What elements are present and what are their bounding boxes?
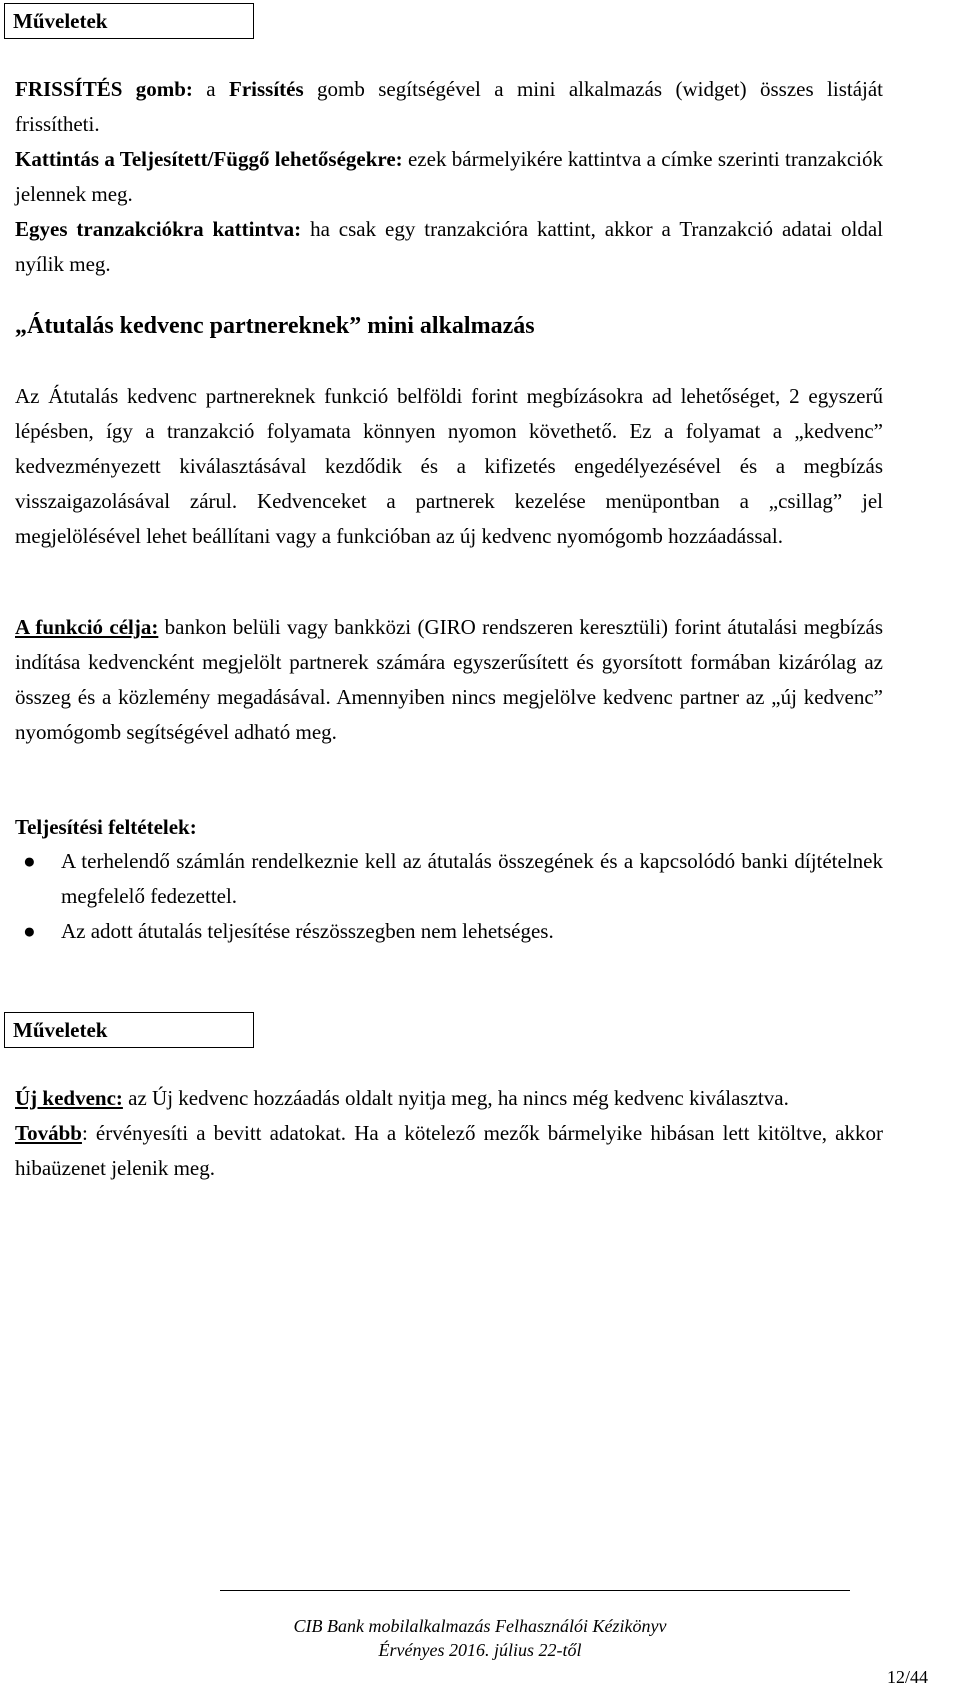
section-heading-label: Műveletek xyxy=(13,1018,108,1042)
bullet-icon: ● xyxy=(23,919,36,943)
widget-section-title: „Átutalás kedvenc partnereknek” mini alkalmazás xyxy=(15,313,535,339)
operation-item-next: Tovább: érvényesíti a bevitt adatokat. Ha a kötelező mezők bármelyike hibásan lett kitöltve, akkor hibaüzenet jelenik meg. xyxy=(15,1121,883,1180)
footer-divider xyxy=(220,1590,850,1591)
page-number: 12/44 xyxy=(886,1667,928,1687)
footer-title: CIB Bank mobilalkalmazás Felhasználói Kézikönyv xyxy=(293,1616,667,1636)
operations-list-1 xyxy=(15,72,883,282)
widget-intro-paragraph: Az Átutalás kedvenc partnereknek funkció belföldi forint megbízásokra ad lehetőséget, 2 egyszerű lépésben, így a tranzakció folyamata könnyen nyomon követhető. Ez a folyamat a „kedvenc” kedvezményezett kiválasztásával kezdődik és a kifizetés engedélyezésével és a megbízás visszaigazolásával zárul. Kedvenceket a partnerek kezelése menüpontban a „csillag” jel megjelölésével lehet beállítani vagy a funkcióban az új kedvenc nyomógomb hozzáadással. xyxy=(15,384,883,548)
conditions-heading: Teljesítési feltételek: xyxy=(15,815,197,839)
bullet-icon: ● xyxy=(23,849,36,873)
operation-item-status-filter: Kattintás a Teljesített/Függő lehetőségekre: ezek bármelyikére kattintva a címke szerinti tranzakciók jelennek meg. xyxy=(15,147,883,206)
operation-term: Új kedvenc: xyxy=(15,1086,123,1110)
section-heading-label: Műveletek xyxy=(13,9,108,33)
list-item: ● A terhelendő számlán rendelkeznie kell az átutalás összegének és a kapcsolódó banki díjtételnek megfelelő fedezettel. xyxy=(15,844,883,914)
conditions-list xyxy=(15,844,883,949)
list-item: ● Az adott átutalás teljesítése részösszegben nem lehetséges. xyxy=(15,914,883,949)
operation-term: Kattintás a Teljesített/Függő lehetőségekre: xyxy=(15,147,403,171)
operation-term: FRISSÍTÉS gomb: xyxy=(15,77,193,101)
section-heading-muveletek-2 xyxy=(4,1012,254,1048)
operation-item-transaction-click: Egyes tranzakciókra kattintva: ha csak egy tranzakcióra kattint, akkor a Tranzakció adatai oldal nyílik meg. xyxy=(15,217,883,276)
section-heading-muveletek-1 xyxy=(4,3,254,39)
footer-validity: Érvényes 2016. július 22-től xyxy=(378,1640,582,1660)
operation-item-new-favorite: Új kedvenc: az Új kedvenc hozzáadás oldalt nyitja meg, ha nincs még kedvenc kiválasztva. xyxy=(15,1086,789,1110)
operation-term: Egyes tranzakciókra kattintva: xyxy=(15,217,302,241)
operations-list-2 xyxy=(15,1081,883,1186)
operation-term: Tovább xyxy=(15,1121,82,1145)
purpose-label: A funkció célja: xyxy=(15,615,159,639)
operation-item-refresh: FRISSÍTÉS gomb: a Frissítés gomb segítségével a mini alkalmazás (widget) összes listáját frissítheti. xyxy=(15,77,884,136)
widget-purpose-paragraph: A funkció célja: bankon belüli vagy bankközi (GIRO rendszeren keresztüli) forint átutalási megbízás indítása kedvencként megjelölt partnerek számára egyszerűsített és gyorsított formában kizárólag az összeg és a közlemény megadásával. Amennyiben nincs megjelölve kedvenc partner az „új kedvenc” nyomógomb segítségével adható meg. xyxy=(15,615,884,744)
